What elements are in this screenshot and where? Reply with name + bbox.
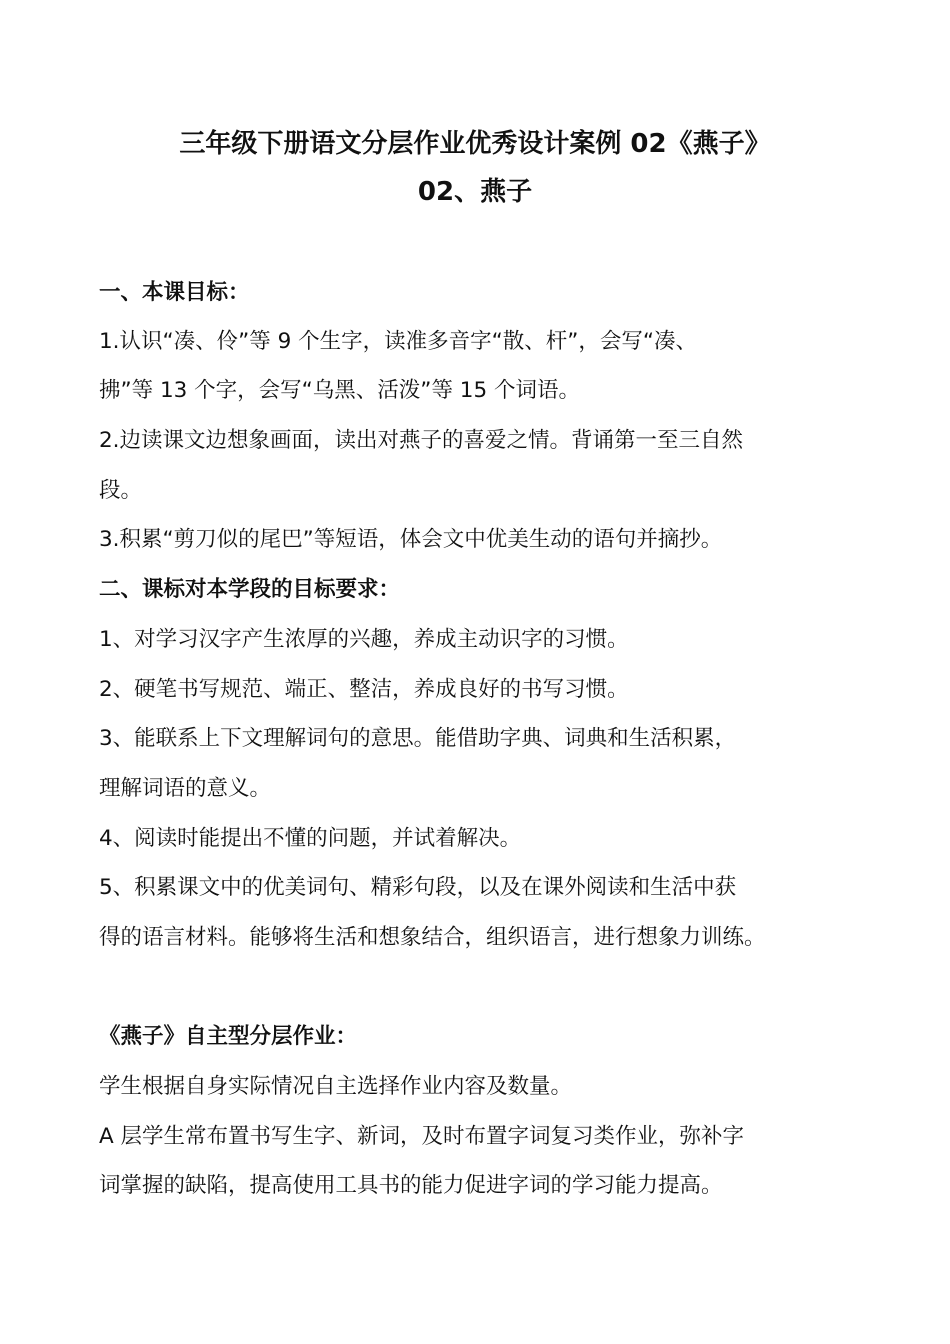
standard-line: 4、阅读时能提出不懂的问题，并试着解决。 bbox=[99, 826, 522, 851]
goal-line: 1.认识“凑、伶”等 9 个生字，读准多音字“散、杆”，会写“凑、 bbox=[99, 329, 698, 354]
goal-line: 3.积累“剪刀似的尾巴”等短语，体会文中优美生动的语句并摘抄。 bbox=[99, 527, 723, 552]
standard-line: 理解词语的意义。 bbox=[99, 776, 272, 801]
goal-line: 2.边读课文边想象画面，读出对燕子的喜爱之情。背诵第一至三自然 bbox=[99, 428, 744, 453]
homework-line: 词掌握的缺陷，提高使用工具书的能力促进字词的学习能力提高。 bbox=[99, 1173, 723, 1198]
section-heading-homework: 《燕子》自主型分层作业： bbox=[99, 1024, 358, 1049]
standard-line: 得的语言材料。能够将生活和想象结合，组织语言，进行想象力训练。 bbox=[99, 925, 766, 950]
homework-line: A 层学生常布置书写生字、新词，及时布置字词复习类作业，弥补字 bbox=[99, 1124, 745, 1149]
homework-line: 学生根据自身实际情况自主选择作业内容及数量。 bbox=[99, 1074, 573, 1099]
standard-line: 2、硬笔书写规范、端正、整洁，养成良好的书写习惯。 bbox=[99, 677, 629, 702]
goal-line: 拂”等 13 个字，会写“乌黑、活泼”等 15 个词语。 bbox=[99, 378, 580, 403]
section-heading-standards: 二、课标对本学段的目标要求： bbox=[99, 577, 401, 602]
standard-line: 5、积累课文中的优美词句、精彩句段，以及在课外阅读和生活中获 bbox=[99, 875, 737, 900]
section-heading-goals: 一、本课目标： bbox=[99, 280, 250, 305]
goal-line: 段。 bbox=[99, 478, 143, 503]
document-subtitle: 02、燕子 bbox=[417, 177, 533, 207]
standard-line: 1、对学习汉字产生浓厚的兴趣，养成主动识字的习惯。 bbox=[99, 627, 629, 652]
standard-line: 3、能联系上下文理解词句的意思。能借助字典、词典和生活积累， bbox=[99, 726, 737, 751]
document-title: 三年级下册语文分层作业优秀设计案例 02《燕子》 bbox=[179, 129, 771, 159]
